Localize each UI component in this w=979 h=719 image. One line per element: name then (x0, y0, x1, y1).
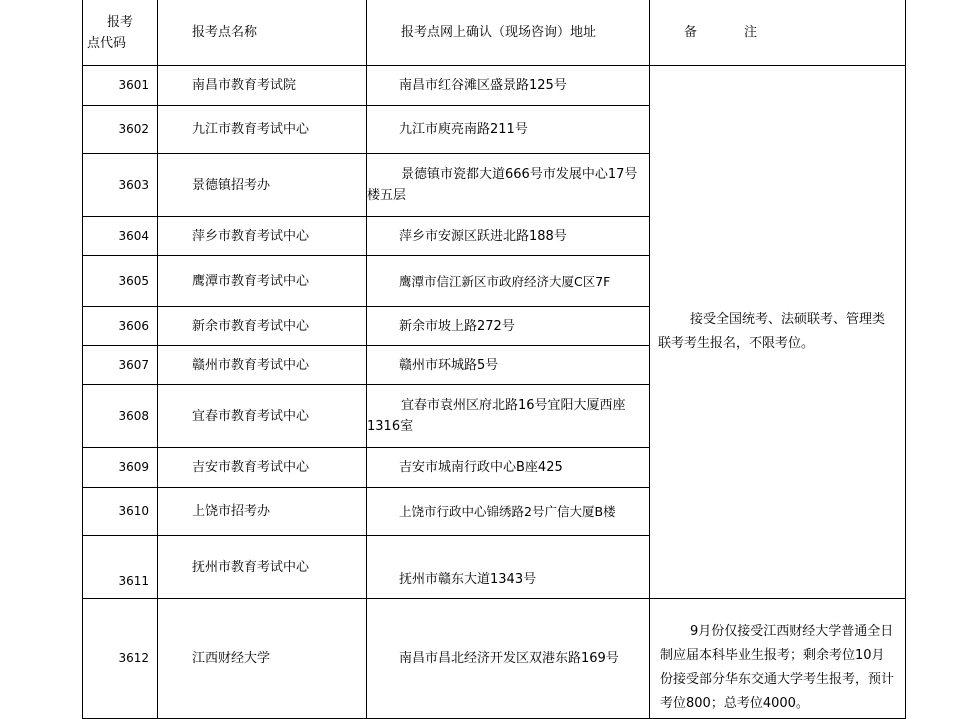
row-name: 景德镇招考办 (158, 154, 367, 217)
row-address: 新余市坡上路272号 (367, 307, 650, 346)
row-code: 3610 (83, 488, 158, 536)
table-header-row (83, 0, 906, 66)
row-code: 3611 (83, 536, 158, 599)
registration-sites-table (82, 0, 906, 719)
header-code-line2: 点代码 (87, 36, 127, 51)
row-name: 赣州市教育考试中心 (158, 346, 367, 385)
row-code: 3612 (83, 599, 158, 719)
row-code: 3605 (83, 256, 158, 307)
row-address: 鹰潭市信江新区市政府经济大厦C区7F (367, 256, 650, 307)
table-row (83, 66, 906, 106)
header-address: 报考点网上确认（现场咨询）地址 (367, 0, 650, 66)
row-address: 南昌市红谷滩区盛景路125号 (367, 66, 650, 106)
row-address: 赣州市环城路5号 (367, 346, 650, 385)
row-code: 3609 (83, 448, 158, 488)
row-name: 萍乡市教育考试中心 (158, 217, 367, 256)
row-code: 3604 (83, 217, 158, 256)
row-name: 江西财经大学 (158, 599, 367, 719)
row-name: 吉安市教育考试中心 (158, 448, 367, 488)
row-code: 3601 (83, 66, 158, 106)
note-cell-group2: 9月份仅接受江西财经大学普通全日制应届本科毕业生报考；剩余考位10月份接受部分华东交通大学考生报考，预计考位800；总考位4000。 (650, 599, 906, 719)
header-note (650, 0, 906, 66)
row-name: 宜春市教育考试中心 (158, 385, 367, 448)
header-note-char-a: 备 (684, 24, 698, 40)
row-address: 吉安市城南行政中心B座425 (367, 448, 650, 488)
row-name: 九江市教育考试中心 (158, 106, 367, 154)
row-name: 南昌市教育考试院 (158, 66, 367, 106)
row-name: 鹰潭市教育考试中心 (158, 256, 367, 307)
row-name: 抚州市教育考试中心 (158, 536, 367, 599)
header-note-char-b: 注 (744, 24, 758, 40)
row-code: 3607 (83, 346, 158, 385)
header-code (83, 0, 158, 66)
row-address: 上饶市行政中心锦绣路2号广信大厦B楼 (367, 488, 650, 536)
row-name: 新余市教育考试中心 (158, 307, 367, 346)
row-code: 3606 (83, 307, 158, 346)
row-code: 3603 (83, 154, 158, 217)
table-row (83, 599, 906, 719)
row-address: 南昌市昌北经济开发区双港东路169号 (367, 599, 650, 719)
header-code-line1: 报考 (106, 15, 133, 30)
row-address: 萍乡市安源区跃进北路188号 (367, 217, 650, 256)
row-name: 上饶市招考办 (158, 488, 367, 536)
row-address: 九江市庾亮南路211号 (367, 106, 650, 154)
row-address: 抚州市赣东大道1343号 (367, 536, 650, 599)
row-address: 景德镇市瓷都大道666号市发展中心17号楼五层 (367, 154, 650, 217)
row-address: 宜春市袁州区府北路16号宜阳大厦西座1316室 (367, 385, 650, 448)
header-name: 报考点名称 (158, 0, 367, 66)
note-cell-group1: 接受全国统考、法硕联考、管理类联考考生报名，不限考位。 (650, 66, 906, 599)
row-code: 3608 (83, 385, 158, 448)
row-code: 3602 (83, 106, 158, 154)
